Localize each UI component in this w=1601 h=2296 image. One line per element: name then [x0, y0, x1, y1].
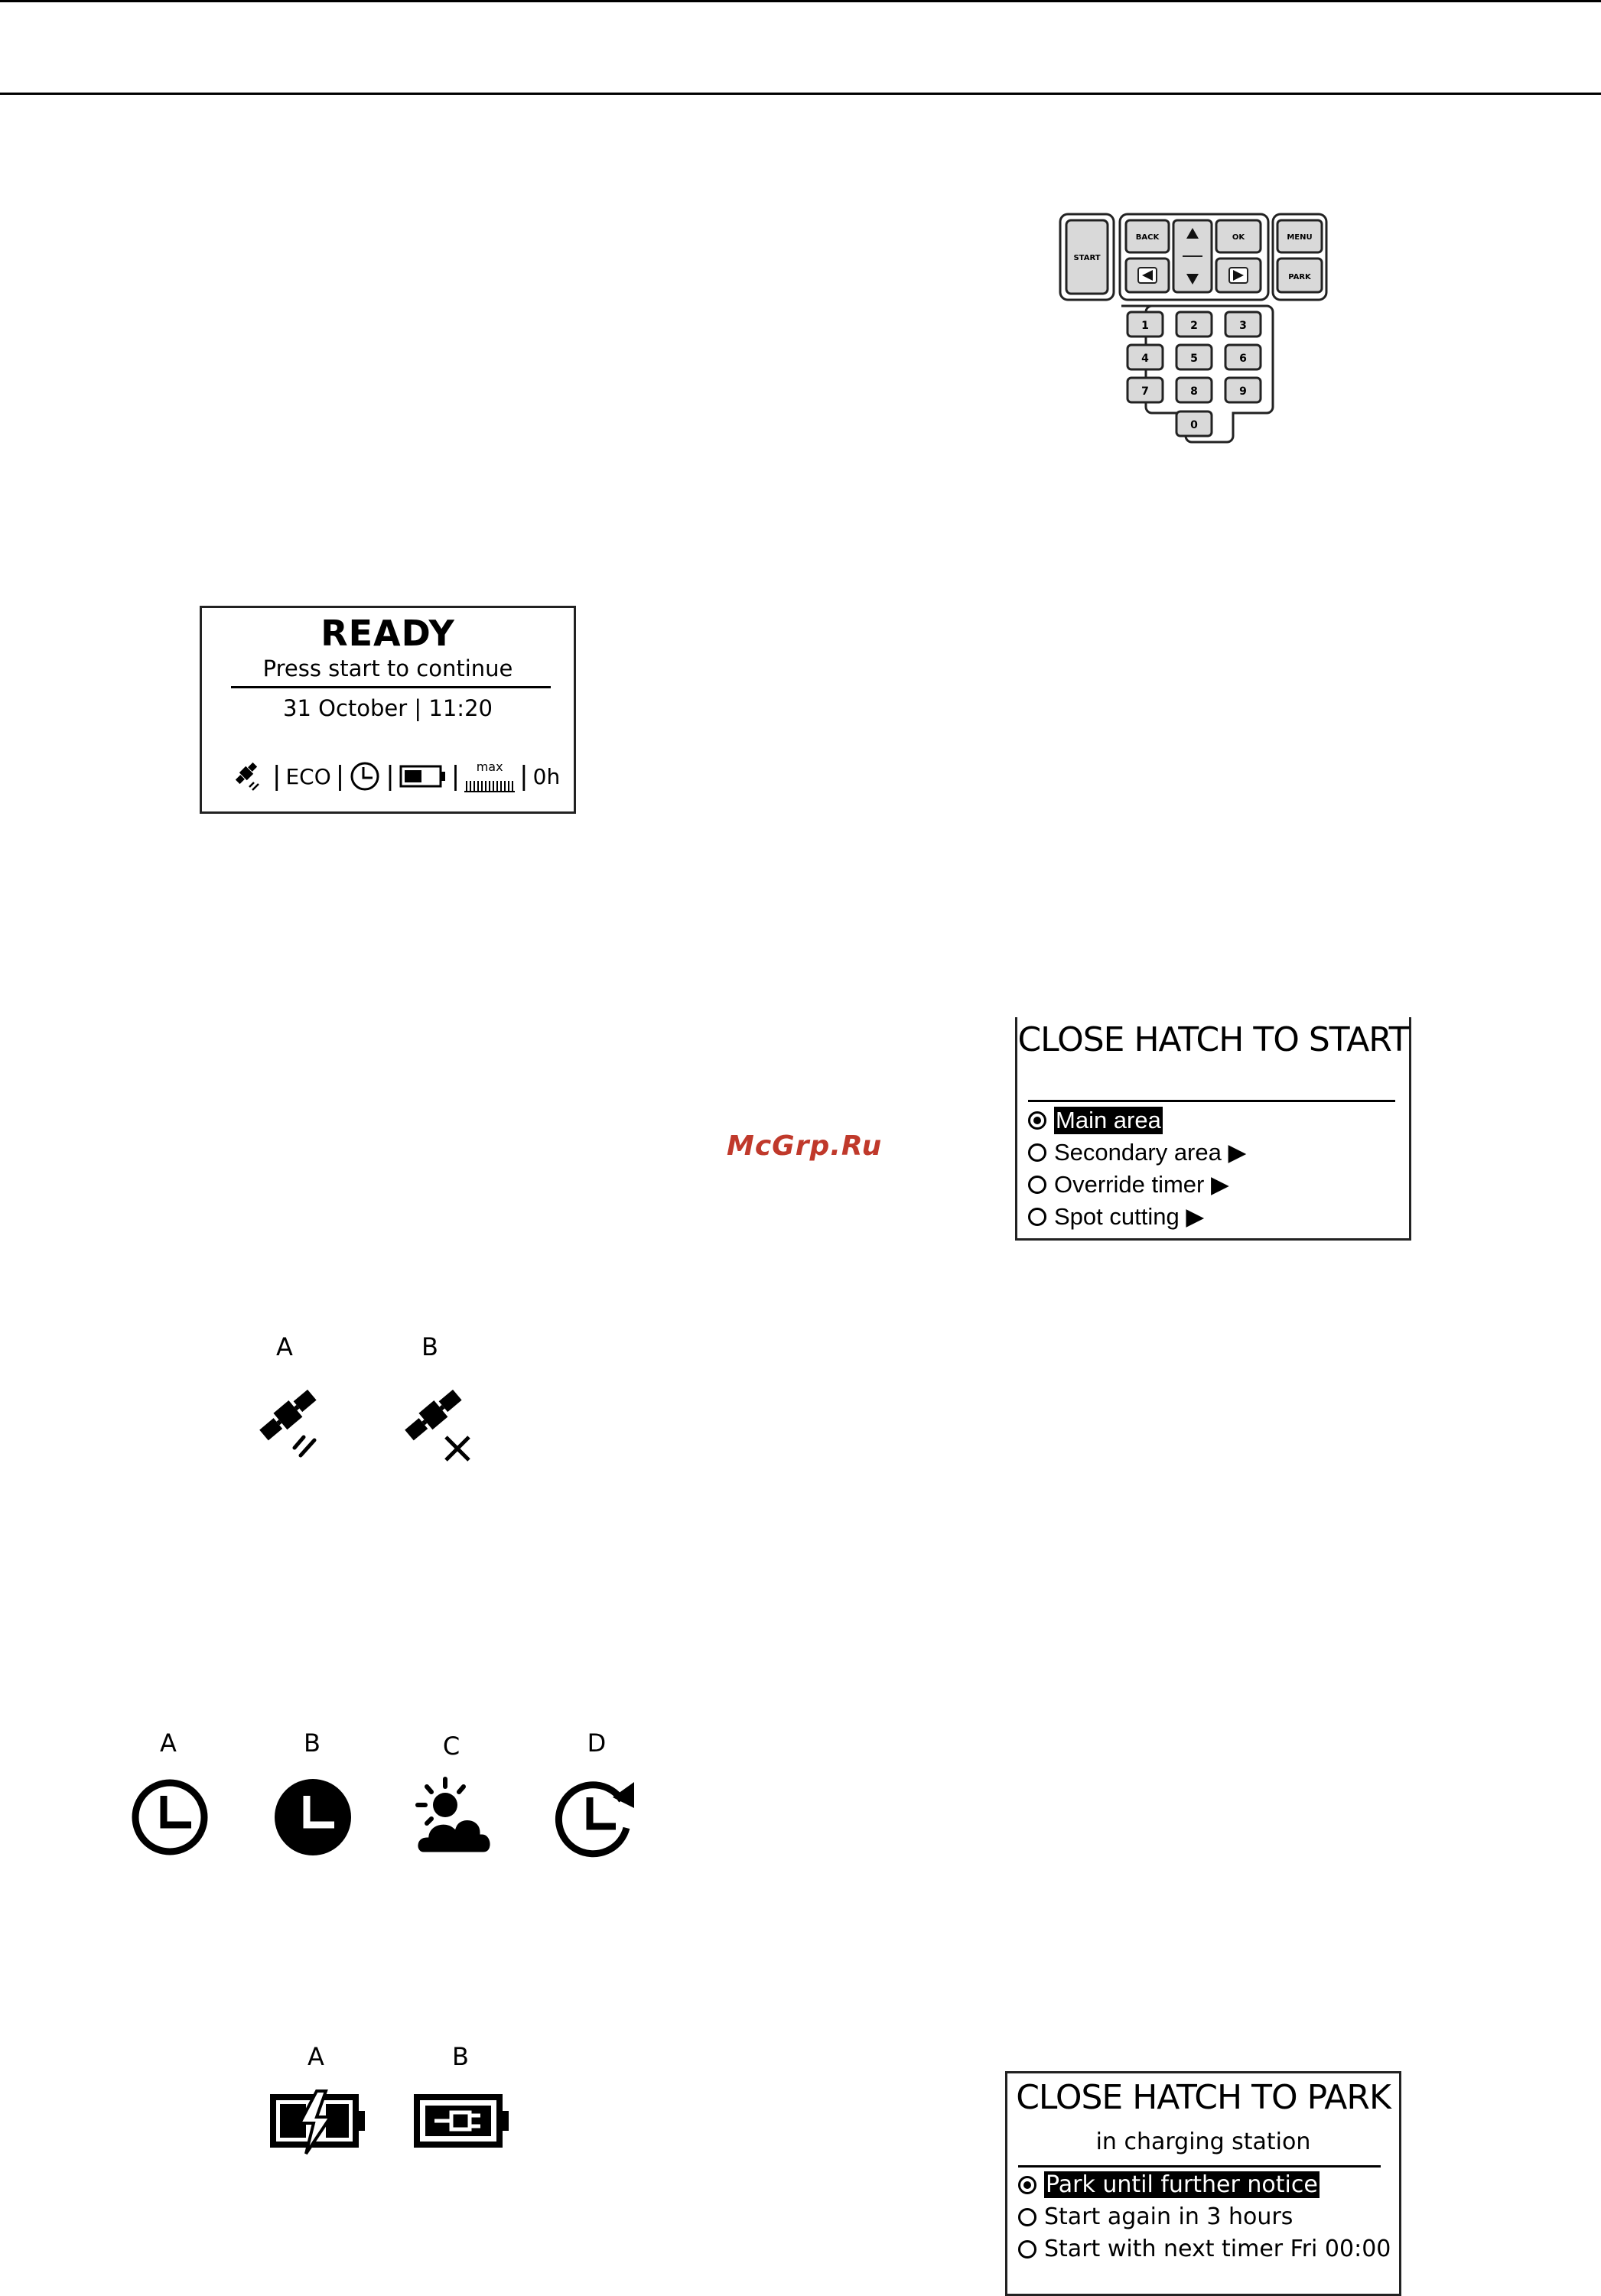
- satellite-signal-icon: [233, 759, 268, 793]
- satellite-no-signal-icon: [394, 1381, 478, 1465]
- option-start-again-3-hours[interactable]: [1018, 2203, 1293, 2230]
- start-key-label: START: [1073, 254, 1101, 262]
- digit-label: 6: [1239, 353, 1247, 365]
- up-down-key[interactable]: [1173, 220, 1212, 292]
- option-main-area[interactable]: [1028, 1107, 1163, 1134]
- back-key-label: BACK: [1135, 233, 1160, 242]
- menu-key[interactable]: [1277, 220, 1322, 252]
- ready-subtitle: Press start to continue: [262, 655, 513, 681]
- radio-selected[interactable]: [1018, 2176, 1036, 2194]
- radio-unselected[interactable]: [1028, 1208, 1046, 1226]
- submenu-arrow-icon: ▶: [1211, 1171, 1229, 1198]
- ready-title: READY: [321, 613, 455, 654]
- option-label: Override timer: [1054, 1171, 1205, 1198]
- watermark: McGrp.Ru: [727, 1130, 883, 1162]
- cut-height-label: max: [476, 759, 503, 774]
- timer-label-c: C: [442, 1732, 460, 1761]
- submenu-arrow-icon: ▶: [1228, 1139, 1247, 1166]
- radio-unselected[interactable]: [1018, 2240, 1036, 2259]
- status-bar: | ECO | | | max | 0h: [233, 757, 560, 795]
- digit-key-0[interactable]: [1176, 411, 1212, 436]
- header-top-rule: [0, 0, 1601, 2]
- hatch-start-title: CLOSE HATCH TO START: [1017, 1020, 1409, 1059]
- digit-label: 1: [1141, 320, 1149, 332]
- gps-label-b: B: [421, 1332, 438, 1361]
- option-spot-cutting[interactable]: [1028, 1203, 1204, 1231]
- gps-label-a: A: [276, 1332, 293, 1361]
- ok-key[interactable]: [1216, 220, 1261, 252]
- battery-label-a: A: [308, 2042, 324, 2071]
- radio-unselected[interactable]: [1028, 1143, 1046, 1162]
- radio-unselected[interactable]: [1018, 2208, 1036, 2226]
- timer-label-b: B: [304, 1729, 321, 1758]
- radio-selected[interactable]: [1028, 1111, 1046, 1130]
- digit-key-9[interactable]: [1225, 378, 1261, 402]
- clock-outline-icon: [129, 1776, 211, 1859]
- option-secondary-area[interactable]: [1028, 1139, 1246, 1166]
- battery-charging-plug-icon: [413, 2088, 513, 2157]
- radio-unselected[interactable]: [1028, 1176, 1046, 1194]
- cut-height-scale-icon: [464, 776, 515, 793]
- submenu-arrow-icon: ▶: [1186, 1203, 1205, 1230]
- sun-cloud-icon: [412, 1776, 496, 1859]
- option-override-timer[interactable]: [1028, 1171, 1229, 1198]
- digit-label: 8: [1190, 385, 1198, 398]
- ready-datetime: 31 October | 11:20: [283, 695, 493, 721]
- option-label: Secondary area: [1054, 1139, 1222, 1166]
- ready-divider: [231, 686, 551, 688]
- battery-label-b: B: [452, 2042, 469, 2071]
- hatch-start-divider: [1028, 1100, 1395, 1102]
- left-arrow-key[interactable]: [1126, 259, 1169, 292]
- start-key[interactable]: [1066, 220, 1108, 294]
- digit-label: 5: [1190, 353, 1198, 365]
- digit-key-5[interactable]: [1176, 345, 1212, 369]
- right-arrow-key[interactable]: [1216, 259, 1261, 292]
- hatch-park-screen: [1005, 2071, 1401, 2296]
- digit-key-2[interactable]: [1176, 312, 1212, 337]
- digit-label: 9: [1239, 385, 1247, 398]
- clock-filled-icon: [272, 1776, 354, 1859]
- battery-icon: [399, 764, 447, 789]
- option-label: Main area: [1056, 1107, 1161, 1133]
- header-bottom-rule: [0, 93, 1601, 95]
- battery-lightning-icon: [269, 2088, 369, 2157]
- option-label: Start again in 3 hours: [1044, 2203, 1293, 2230]
- mode-label: ECO: [285, 763, 331, 789]
- park-key-label: PARK: [1288, 273, 1311, 281]
- ok-key-label: OK: [1232, 233, 1245, 242]
- digit-key-7[interactable]: [1128, 378, 1163, 402]
- option-start-next-timer[interactable]: [1018, 2236, 1391, 2262]
- battery-level-fill: [405, 770, 421, 782]
- hatch-park-divider: [1018, 2165, 1381, 2168]
- option-park-until-further-notice[interactable]: [1018, 2171, 1320, 2198]
- digit-key-6[interactable]: [1225, 345, 1261, 369]
- digit-label: 0: [1190, 419, 1198, 431]
- digit-label: 4: [1141, 353, 1149, 365]
- clock-outline-icon: [349, 760, 381, 792]
- digit-label: 7: [1141, 385, 1149, 398]
- option-label: Spot cutting: [1054, 1203, 1180, 1230]
- menu-key-label: MENU: [1287, 233, 1313, 242]
- ready-screen: [200, 606, 576, 814]
- option-label: Start with next timer Fri 00:00: [1044, 2236, 1391, 2262]
- cut-height-indicator: [464, 759, 515, 793]
- digit-key-3[interactable]: [1225, 312, 1261, 337]
- digit-key-8[interactable]: [1176, 378, 1212, 402]
- timer-label-a: A: [160, 1729, 177, 1758]
- digit-label: 3: [1239, 320, 1247, 332]
- hatch-park-title: CLOSE HATCH TO PARK: [1016, 2078, 1391, 2117]
- clock-override-icon: [555, 1774, 640, 1859]
- digit-key-4[interactable]: [1128, 345, 1163, 369]
- timer-label-d: D: [587, 1729, 607, 1758]
- satellite-signal-icon: [249, 1381, 333, 1465]
- hours-label: 0h: [532, 763, 561, 789]
- digit-label: 2: [1190, 320, 1198, 332]
- keypad-diagram: [1056, 211, 1331, 448]
- hatch-park-subtitle: in charging station: [1095, 2129, 1311, 2155]
- hatch-start-screen: [1015, 1017, 1411, 1241]
- park-key[interactable]: [1277, 259, 1322, 292]
- back-key[interactable]: [1126, 220, 1169, 252]
- digit-key-1[interactable]: [1128, 312, 1163, 337]
- option-label: Park until further notice: [1046, 2171, 1318, 2198]
